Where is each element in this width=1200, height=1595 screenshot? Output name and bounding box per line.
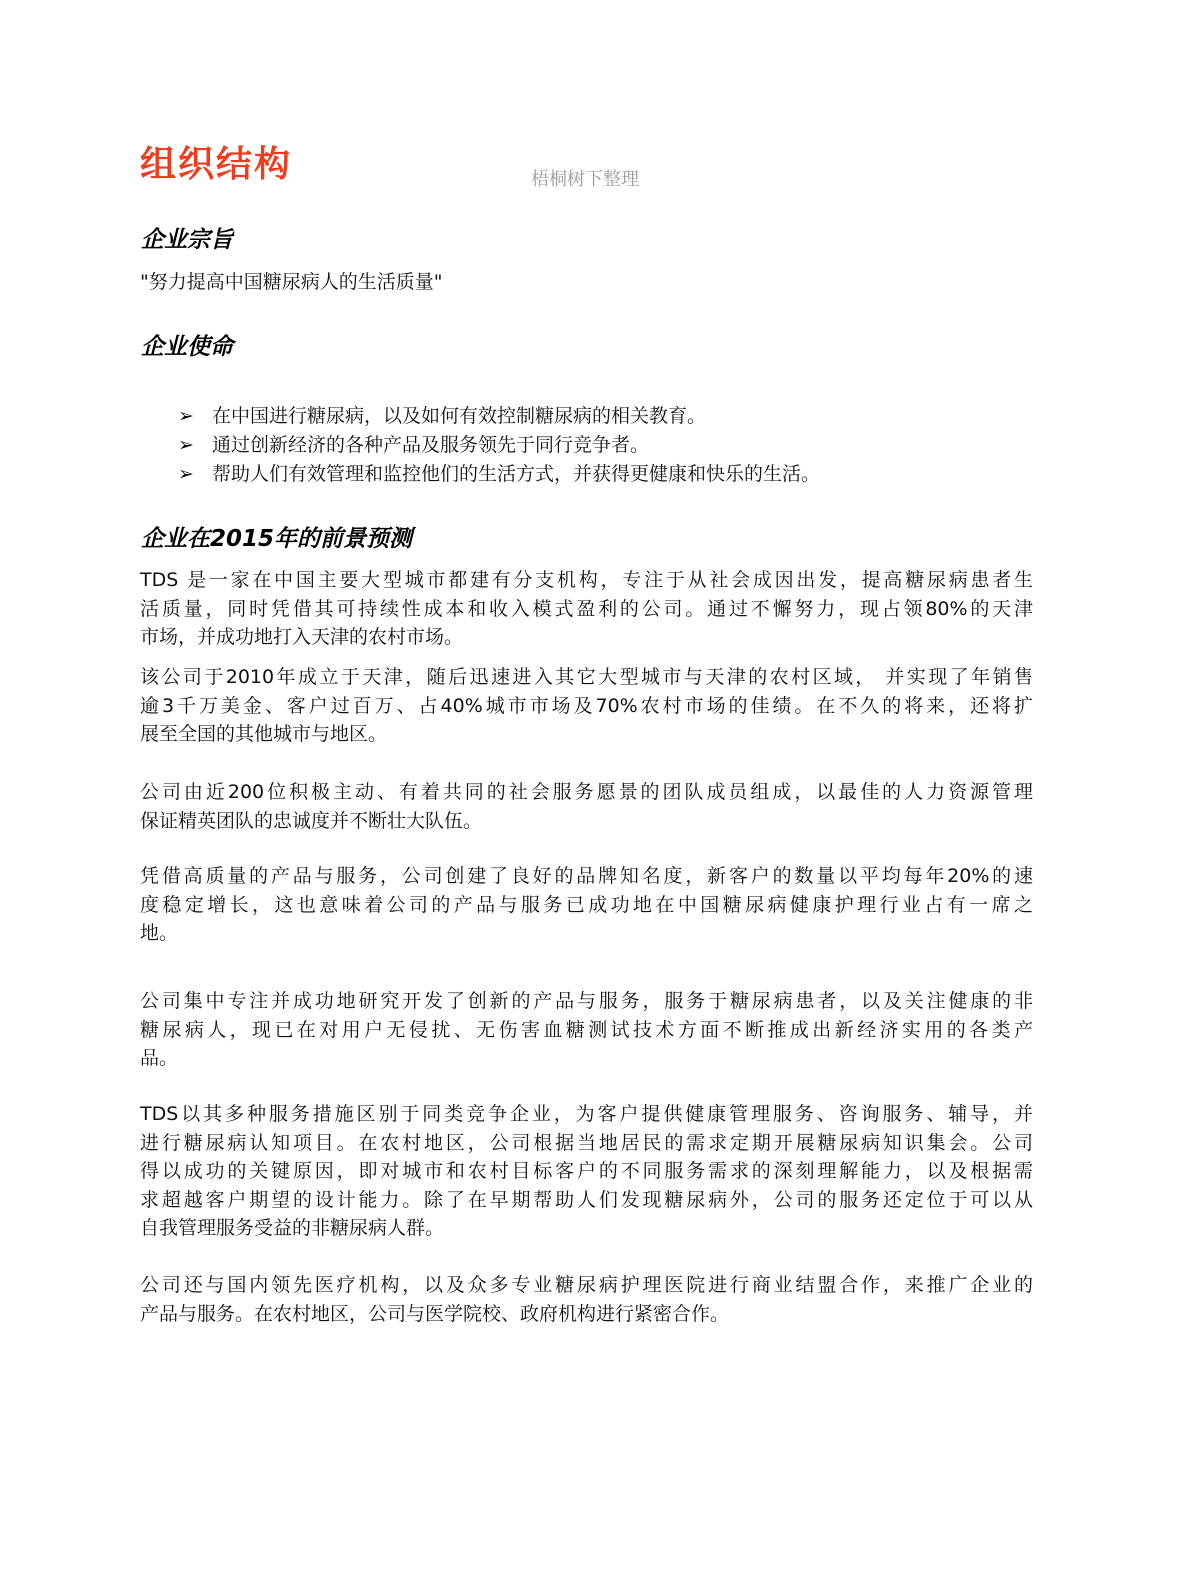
paragraph-line: 度稳定增长，这也意味着公司的产品与服务已成功地在中国糖尿病健康护理行业占有一席之	[140, 893, 1033, 916]
paragraph-line: 品。	[140, 1047, 179, 1070]
outlook-paragraph	[140, 1100, 1033, 1243]
watermark: 梧桐树下整理	[531, 169, 639, 190]
paragraph-line: TDS 是一家在中国主要大型城市都建有分支机构，专注于从社会成因出发，提高糖尿病患者生	[140, 569, 1033, 591]
paragraph-line: 活质量，同时凭借其可持续性成本和收入模式盈利的公司。通过不懈努力，现占领80%的天津	[140, 597, 1033, 620]
outlook-paragraph	[140, 566, 1033, 652]
outlook-paragraph	[140, 663, 1033, 749]
paragraph-line: 公司集中专注并成功地研究开发了创新的产品与服务，服务于糖尿病患者，以及关注健康的非	[140, 990, 1033, 1012]
paragraph-line: 展至全国的其他城市与地区。	[140, 723, 388, 746]
paragraph-line: TDS以其多种服务措施区别于同类竞争企业，为客户提供健康管理服务、咨询服务、辅导，并	[140, 1103, 1033, 1125]
heading-outlook: 企业在2015年的前景预测	[141, 526, 413, 552]
paragraph-line: 逾3千万美金、客户过百万、占40%城市市场及70%农村市场的佳绩。在不久的将来，还将扩	[140, 694, 1033, 717]
paragraph-line: 得以成功的关键原因，即对城市和农村目标客户的不同服务需求的深刻理解能力，以及根据需	[140, 1160, 1033, 1183]
outlook-paragraph	[140, 1271, 1033, 1328]
heading-purpose: 企业宗旨	[141, 227, 233, 253]
paragraph-line: 保证精英团队的忠诚度并不断壮大队伍。	[140, 809, 483, 832]
arrow-bullet-icon: ➢	[178, 434, 194, 456]
heading-mission: 企业使命	[141, 334, 233, 360]
paragraph-line: 该公司于2010年成立于天津，随后迅速进入其它大型城市与天津的农村区域， 并实现了年销售	[140, 666, 1033, 688]
outlook-paragraph	[140, 862, 1033, 948]
paragraph-line: 市场，并成功地打入天津的农村市场。	[140, 626, 464, 649]
purpose-quote: "努力提高中国糖尿病人的生活质量"	[140, 271, 443, 293]
outlook-paragraph	[140, 987, 1033, 1073]
mission-item	[178, 460, 820, 488]
mission-item	[178, 402, 706, 430]
paragraph-line: 地。	[140, 922, 179, 945]
paragraph-line: 自我管理服务受益的非糖尿病人群。	[140, 1217, 445, 1240]
mission-item-text: 帮助人们有效管理和监控他们的生活方式，并获得更健康和快乐的生活。	[212, 463, 821, 485]
mission-item	[178, 431, 649, 459]
paragraph-line: 产品与服务。在农村地区，公司与医学院校、政府机构进行紧密合作。	[140, 1302, 730, 1325]
paragraph-line: 糖尿病人，现已在对用户无侵扰、无伤害血糖测试技术方面不断推成出新经济实用的各类产	[140, 1018, 1033, 1041]
paragraph-line: 求超越客户期望的设计能力。除了在早期帮助人们发现糖尿病外，公司的服务还定位于可以从	[140, 1188, 1033, 1211]
paragraph-line: 进行糖尿病认知项目。在农村地区，公司根据当地居民的需求定期开展糖尿病知识集会。公司	[140, 1131, 1033, 1154]
mission-item-text: 在中国进行糖尿病，以及如何有效控制糖尿病的相关教育。	[212, 405, 707, 427]
arrow-bullet-icon: ➢	[178, 463, 194, 485]
page-title: 组织结构	[140, 144, 293, 185]
arrow-bullet-icon: ➢	[178, 405, 194, 427]
paragraph-line: 公司还与国内领先医疗机构，以及众多专业糖尿病护理医院进行商业结盟合作，来推广企业的	[140, 1274, 1033, 1296]
mission-item-text: 通过创新经济的各种产品及服务领先于同行竞争者。	[212, 434, 650, 456]
paragraph-line: 凭借高质量的产品与服务，公司创建了良好的品牌知名度，新客户的数量以平均每年20%的速	[140, 865, 1033, 887]
paragraph-line: 公司由近200位积极主动、有着共同的社会服务愿景的团队成员组成，以最佳的人力资源管理	[140, 781, 1033, 803]
outlook-paragraph	[140, 778, 1033, 835]
